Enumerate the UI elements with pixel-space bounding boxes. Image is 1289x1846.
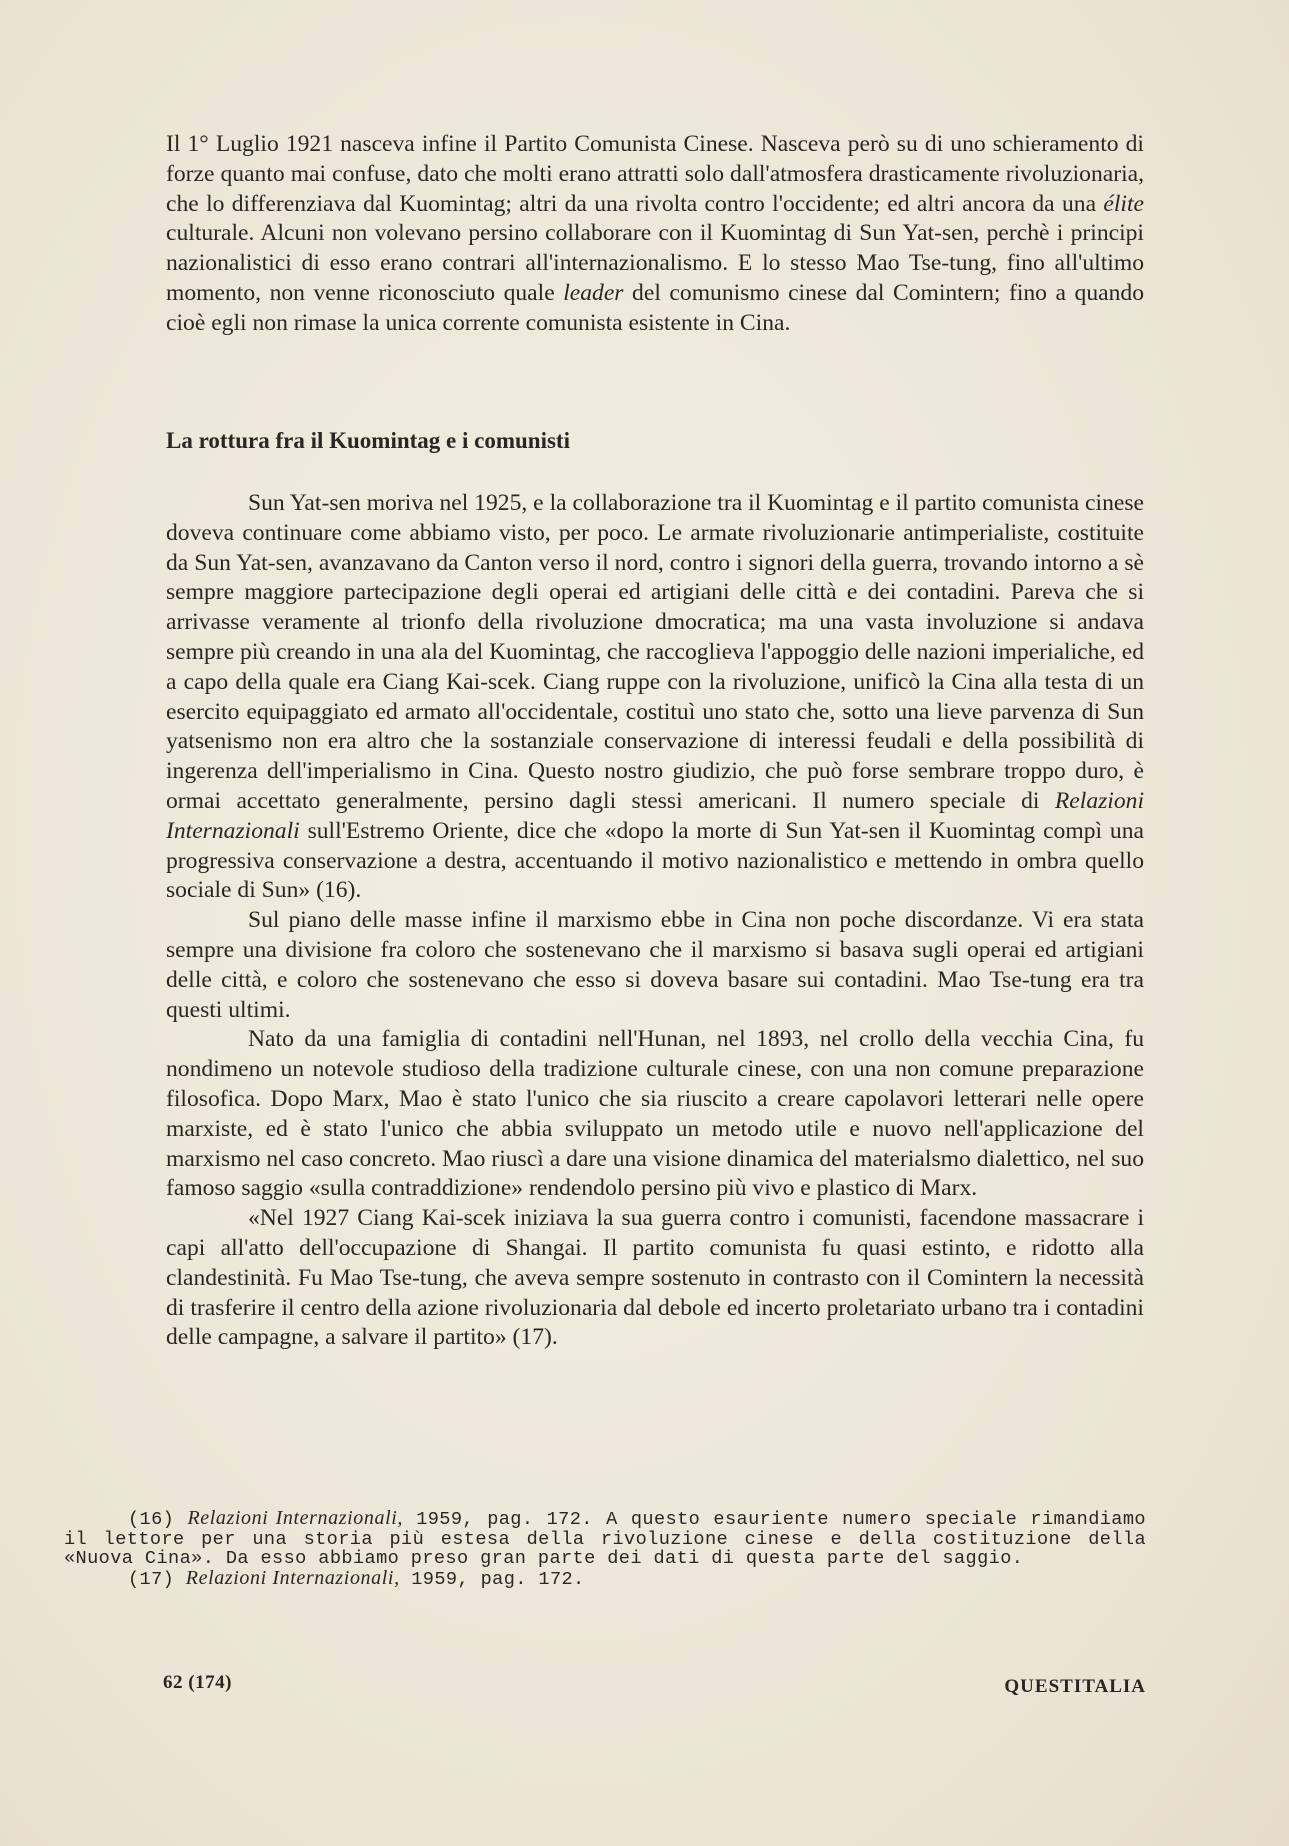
footnotes bbox=[64, 1509, 1146, 1589]
footnote-16 bbox=[64, 1509, 1146, 1569]
section-paragraph-3: Nato da una famiglia di contadini nell'Hunan, nel 1893, nel crollo della vecchia Cina, fu nondimeno un notevole studioso della tradizione culturale cinese, con una non comune preparazione filosofica. Dopo Marx, Mao è stato l'unico che sia riuscito a creare capolavori letterari nelle opere marxiste, ed è stato l'unico che abbia sviluppato un metodo utile e nuovo nell'applicazione del marxismo nel caso concreto. Mao riuscì a dare una visione dinamica del materialsmo dialettico, nel suo famoso saggio «sulla contraddizione» rendendolo persino più vivo e plastico di Marx. bbox=[166, 1026, 1144, 1202]
intro-text-3: del comunismo cinese dal Comintern; fino a quando cioè egli non rimase la unica corrente comunista esistente in Cina. bbox=[166, 279, 1144, 336]
section-p1-italic: Relazioni Internazionali bbox=[166, 787, 1144, 844]
section-body bbox=[166, 489, 1144, 1353]
footnote-17-text: 1959, pag. 172. bbox=[399, 1568, 585, 1590]
footnote-17-number: (17) bbox=[128, 1568, 186, 1590]
section-p1-text-1: Sun Yat-sen moriva nel 1925, e la collaborazione tra il Kuomintag e il partito comunista cinese doveva continuare come abbiamo visto, per poco. Le armate rivoluzionarie antimperialiste, costituite da Sun Yat-sen, avanzavano da Canton verso il nord, contro i signori della guerra, trovando intorno a sè sempre maggiore partecipazione degli operai ed artigiani delle città e dei contadini. Pareva che si arrivasse veramente al trionfo della rivoluzione dmocratica; ma una vasta involuzione si andava sempre più creando in una ala del Kuomintag, che raccoglieva l'appoggio delle nazioni imperialiche, ed a capo della quale era Ciang Kai-scek. Ciang ruppe con la rivoluzione, unificò la Cina alla testa di un esercito equipaggiato ed armato all'occidentale, costituì uno stato che, sotto una lieve parvenza di Sun yatsenismo non era altro che la sostanziale conservazione di interessi feudali e della possibilità di ingerenza dell'imperialismo in Cina. Questo nostro giudizio, che può forse sembrare troppo duro, è ormai accettato generalmente, persino dagli stessi americani. Il numero speciale di bbox=[166, 490, 1144, 814]
intro-italic-leader: leader bbox=[563, 279, 624, 306]
footnote-16-source: Relazioni Internazionali, bbox=[187, 1507, 403, 1529]
intro-paragraph bbox=[166, 130, 1144, 339]
page-content bbox=[166, 130, 1144, 1351]
section-paragraph-1 bbox=[166, 489, 1144, 906]
section-p1-text-2: sull'Estremo Oriente, dice che «dopo la morte di Sun Yat-sen il Kuomintag compì una progressiva conservazione a destra, accentuando il motivo nazionalistico e mettendo in ombra quello sociale di Sun» (16). bbox=[166, 817, 1144, 904]
footnote-16-number: (16) bbox=[128, 1509, 188, 1530]
page-number: 62 (174) bbox=[163, 1672, 232, 1693]
section-paragraph-2: Sul piano delle masse infine il marxismo ebbe in Cina non poche discordanze. Vi era stata sempre una divisione fra coloro che sostenevano che il marxismo si basava sugli operai ed artigiani delle città, e coloro che sostenevano che esso si doveva basare sui contadini. Mao Tse-tung era tra questi ultimi. bbox=[166, 907, 1144, 1023]
section-heading: La rottura fra il Kuomintag e i comunisti bbox=[166, 428, 570, 453]
footnote-16-text: 1959, pag. 172. A questo esauriente numero speciale rimandiamo il lettore per una storia più estesa della rivoluzione cinese e della costituzione della «Nuova Cina». Da esso abbiamo preso gran parte dei dati di questa parte del saggio. bbox=[64, 1509, 1146, 1570]
intro-text-2: culturale. Alcuni non volevano persino collaborare con il Kuomintag di Sun Yat-sen, perchè i principi nazionalistici di esso erano contrari all'internazionalismo. E lo stesso Mao Tse-tung, fino all'ultimo momento, non venne riconosciuto quale bbox=[166, 220, 1144, 306]
publication-name: QUESTITALIA bbox=[1004, 1676, 1146, 1697]
intro-italic-elite: élite bbox=[1103, 190, 1144, 217]
footnote-17 bbox=[64, 1566, 1146, 1590]
intro-text-1: Il 1° Luglio 1921 nasceva infine il Partito Comunista Cinese. Nasceva però su di uno schieramento di forze quanto mai confuse, dato che molti erano attratti solo dall'atmosfera drasticamente rivoluzionaria, che lo differenziava dal Kuomintag; altri da una rivolta contro l'occidente; ed altri ancora da una bbox=[166, 131, 1144, 217]
footnote-17-source: Relazioni Internazionali, bbox=[185, 1566, 400, 1589]
section-paragraph-4: «Nel 1927 Ciang Kai-scek iniziava la sua guerra contro i comunisti, facendone massacrare i capi all'atto dell'occupazione di Shangai. Il partito comunista fu quasi estinto, e ridotto alla clandestinità. Fu Mao Tse-tung, che aveva sempre sostenuto in contrasto con il Comintern la necessità di trasferire il centro della azione rivoluzionaria dal debole ed incerto proletariato urbano tra i contadini delle campagne, a salvare il partito» (17). bbox=[166, 1205, 1144, 1351]
